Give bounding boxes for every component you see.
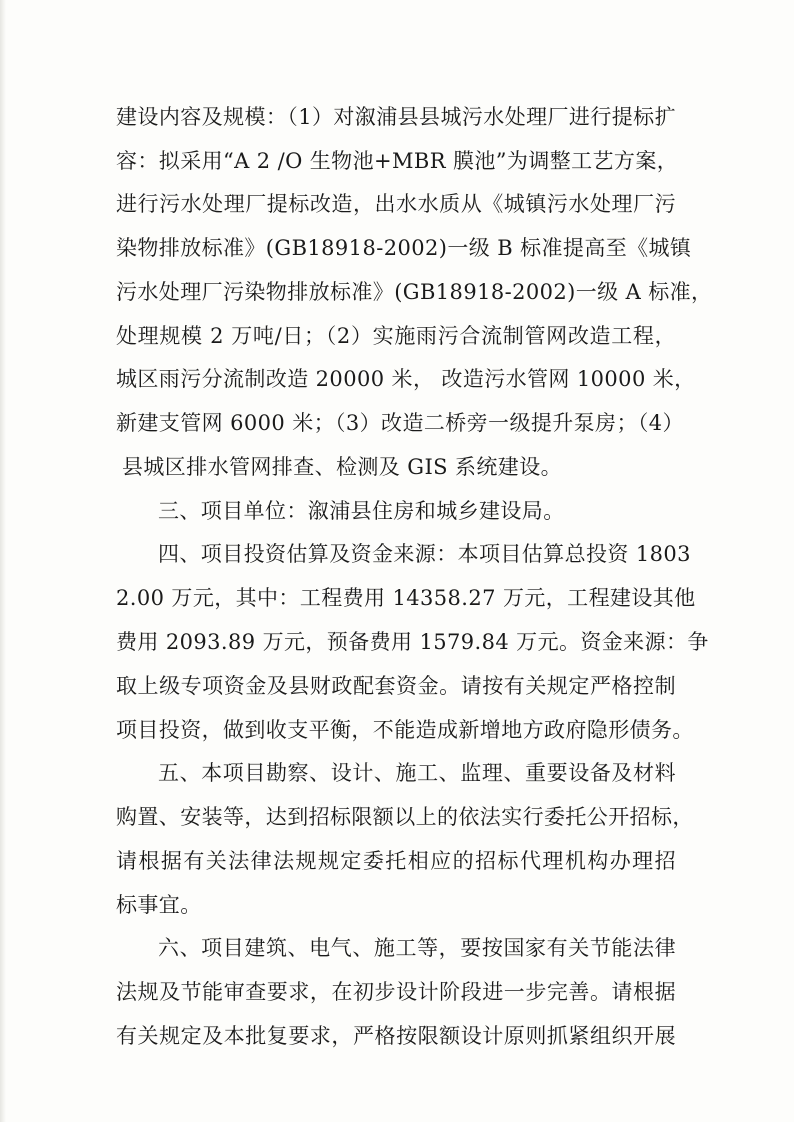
section-heading: 三、项目单位：溆浦县住房和城乡建设局。 <box>158 499 565 523</box>
text-line: 请根据有关法律法规规定委托相应的招标代理机构办理招 <box>116 849 676 873</box>
text-line: 五、本项目勘察、设计、施工、监理、重要设备及材料 <box>158 761 676 785</box>
text-line: 进行污水处理厂提标改造，出水水质从《城镇污水处理厂污 <box>116 192 676 216</box>
text-line: 四、项目投资估算及资金来源：本项目估算总投资 1803 <box>158 542 691 566</box>
text-line: 新建支管网 6000 米；（3）改造二桥旁一级提升泵房；（4） <box>116 411 684 435</box>
text-line: 城区雨污分流制改造 20000 米， 改造污水管网 10000 米， <box>116 367 696 391</box>
text-line: 购置、安装等，达到招标限额以上的依法实行委托公开招标， <box>116 805 694 829</box>
text-line: 六、项目建筑、电气、施工等，要按国家有关节能法律 <box>158 936 676 960</box>
text-line: 染物排放标准》(GB18918-2002)一级 B 标准提高至《城镇 <box>116 236 692 260</box>
text-line: 取上级专项资金及县财政配套资金。请按有关规定严格控制 <box>116 674 676 698</box>
scan-edge <box>0 0 6 1122</box>
text-line: 处理规模 2 万吨/日；（2）实施雨污合流制管网改造工程， <box>116 324 676 348</box>
text-line: 法规及节能审查要求，在初步设计阶段进一步完善。请根据 <box>116 980 676 1004</box>
text-line: 建设内容及规模：（1）对溆浦县县城污水处理厂进行提标扩 <box>116 105 676 129</box>
text-line: 2.00 万元，其中：工程费用 14358.27 万元，工程建设其他 <box>116 586 696 610</box>
text-line: 项目投资，做到收支平衡，不能造成新增地方政府隐形债务。 <box>116 718 694 742</box>
text-line: 容：拟采用“A 2 /O 生物池+MBR 膜池”为调整工艺方案， <box>116 149 679 173</box>
text-line: 费用 2093.89 万元，预备费用 1579.84 万元。资金来源：争 <box>116 630 709 654</box>
text-line: 标事宜。 <box>116 893 202 917</box>
text-line: 污水处理厂污染物排放标准》(GB18918-2002)一级 A 标准， <box>116 280 713 304</box>
text-line: 有关规定及本批复要求，严格按限额设计原则抓紧组织开展 <box>116 1024 676 1048</box>
text-line: 县城区排水管网排查、检测及 GIS 系统建设。 <box>122 455 563 479</box>
